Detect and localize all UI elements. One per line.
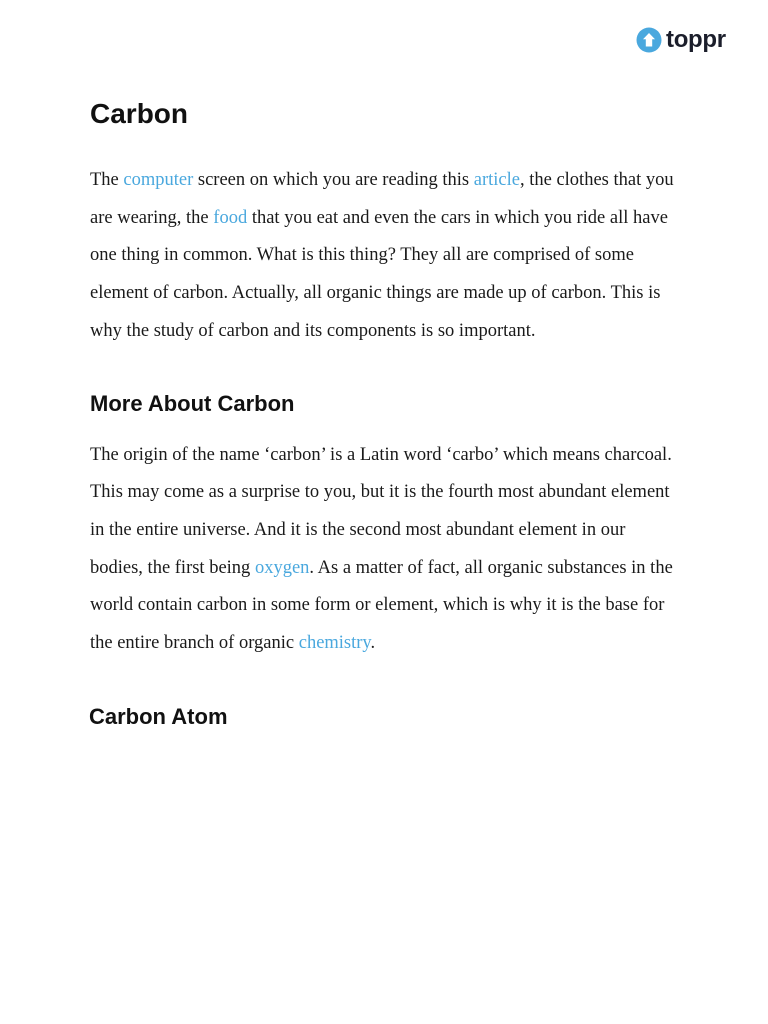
link-article[interactable]: article (473, 170, 520, 190)
article-content (90, 92, 680, 732)
section-heading-more-about-carbon: More About Carbon (90, 390, 295, 416)
toppr-logo[interactable] (636, 27, 726, 53)
intro-text-1: The (90, 170, 124, 190)
intro-text-3: , the clothes that you are wearing, the (90, 170, 674, 228)
intro-paragraph (90, 162, 680, 351)
intro-text-2: screen on which you are reading this (193, 170, 474, 190)
link-food[interactable]: food (213, 207, 248, 228)
more-text-1: The origin of the name ‘carbon’ is a Latin word ‘carbo’ which means charcoal. This may come as a surprise to you, but it is the fourth most abundant element in the entire universe. And it is the second most abundant element in our bodies, the first being (90, 444, 672, 578)
section-heading-carbon-atom: Carbon Atom (89, 703, 228, 729)
link-computer[interactable]: computer (123, 170, 194, 190)
link-oxygen[interactable]: oxygen (254, 557, 310, 578)
more-text-2: . As a matter of fact, all organic substances in the world contain carbon in some form or element, which is why it is the base for the entire branch of organic (90, 557, 673, 654)
brand-name: toppr (666, 26, 726, 53)
more-about-paragraph (90, 437, 680, 663)
intro-text-4: that you eat and even the cars in which you ride all have one thing in common. What is this thing? They all are comprised of some element of carbon. Actually, all organic things are made up of carbon. This is why the study of carbon and its components is so important. (90, 207, 668, 341)
page-title: Carbon (90, 98, 188, 129)
link-chemistry[interactable]: chemistry (298, 633, 371, 654)
up-arrow-circle-icon (636, 27, 662, 53)
more-text-3: . (370, 633, 376, 654)
